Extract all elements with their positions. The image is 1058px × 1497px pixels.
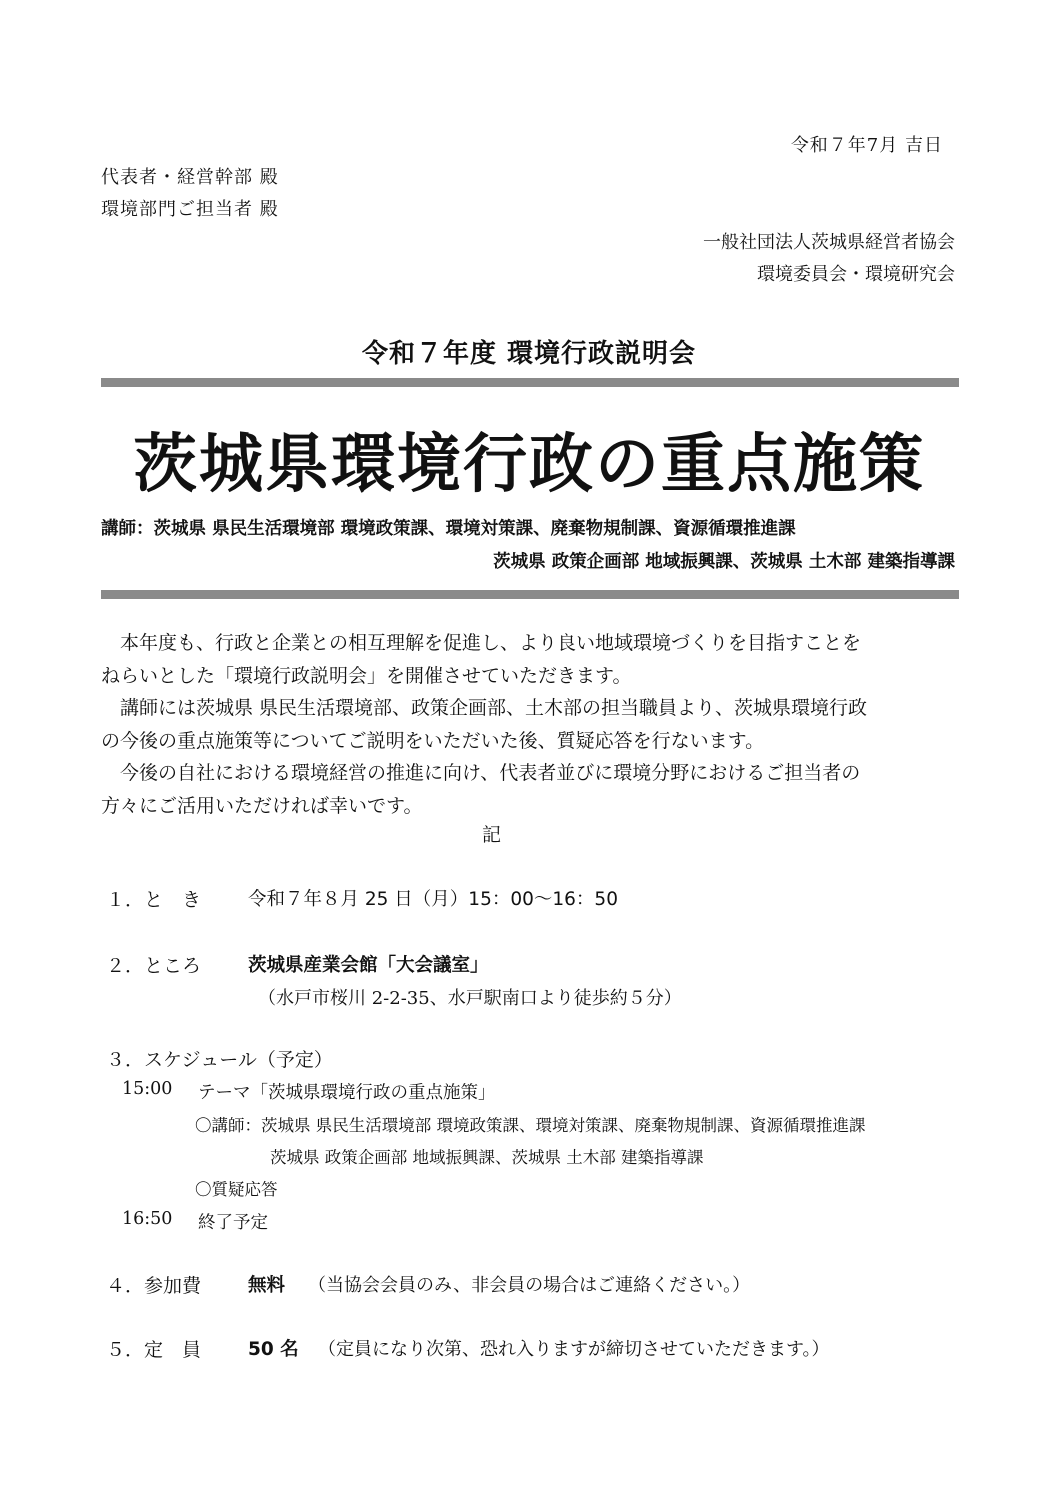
schedule-lecturer-2: 茨城県 政策企画部 地域振興課、茨城県 土木部 建築指導課 — [270, 1148, 704, 1167]
time-label: １．と き — [106, 889, 202, 911]
body-paragraph-2 — [101, 692, 959, 757]
lecturer-line-1: 講師：茨城県 県民生活環境部 環境政策課、環境対策課、廃棄物規制課、資源循環推進課 — [101, 519, 796, 539]
body-line: 講師には茨城県 県民生活環境部、政策企画部、土木部の担当職員より、茨城県環境行政 — [120, 697, 868, 719]
capacity-note: （定員になり次第、恐れ入りますが締切させていただきます。） — [318, 1339, 830, 1360]
place-note: （水戸市桜川 2-2-35、水戸駅南口より徒歩約５分） — [258, 988, 682, 1009]
capacity-label: ５．定 員 — [106, 1339, 202, 1361]
schedule-time-end: 16:50 — [122, 1209, 173, 1229]
recipient-1: 代表者・経営幹部 殿 — [101, 167, 279, 188]
fee-value: 無料 — [248, 1275, 286, 1296]
main-title: 茨城県環境行政の重点施策 — [133, 428, 925, 502]
capacity-value: 50 名 — [248, 1339, 299, 1360]
body-paragraph-1 — [101, 627, 959, 692]
sender-committee: 環境委員会・環境研究会 — [757, 264, 955, 285]
lecturer-line-2: 茨城県 政策企画部 地域振興課、茨城県 土木部 建築指導課 — [493, 552, 955, 572]
sender-organization: 一般社団法人茨城県経営者協会 — [703, 232, 955, 253]
schedule-qa: 〇質疑応答 — [195, 1180, 278, 1199]
event-name: 令和７年度 環境行政説明会 — [361, 339, 697, 369]
schedule-end-label: 終了予定 — [198, 1213, 268, 1233]
issue-date: 令和７年7月 吉日 — [790, 135, 943, 156]
fee-note: （当協会会員のみ、非会員の場合はご連絡ください。） — [308, 1275, 751, 1296]
body-line: 方々にご活用いただければ幸いです。 — [101, 794, 423, 817]
place-label: ２．ところ — [106, 955, 202, 977]
fee-label: ４．参加費 — [106, 1275, 202, 1297]
body-line: ねらいとした「環境行政説明会」を開催させていただきます。 — [101, 664, 632, 687]
schedule-theme: テーマ「茨城県環境行政の重点施策」 — [198, 1083, 496, 1103]
divider-bottom — [101, 590, 959, 599]
ki-marker: 記 — [482, 824, 502, 846]
schedule-time-start: 15:00 — [122, 1079, 173, 1099]
body-line: 本年度も、行政と企業との相互理解を促進し、より良い地域環境づくりを目指すことを — [120, 632, 862, 654]
divider-top — [101, 378, 959, 387]
body-paragraph-3 — [101, 757, 959, 822]
time-value: 令和７年８月 25 日（月）15：00～16：50 — [248, 889, 618, 910]
recipient-2: 環境部門ご担当者 殿 — [101, 199, 279, 220]
schedule-label: ３．スケジュール（予定） — [106, 1049, 333, 1071]
place-value: 茨城県産業会館「大会議室」 — [248, 955, 489, 976]
schedule-lecturer-1: 〇講師：茨城県 県民生活環境部 環境政策課、環境対策課、廃棄物規制課、資源循環推進課 — [195, 1116, 866, 1135]
body-line: の今後の重点施策等についてご説明をいただいた後、質疑応答を行ないます。 — [101, 729, 765, 752]
body-line: 今後の自社における環境経営の推進に向け、代表者並びに環境分野におけるご担当者の — [120, 762, 861, 784]
